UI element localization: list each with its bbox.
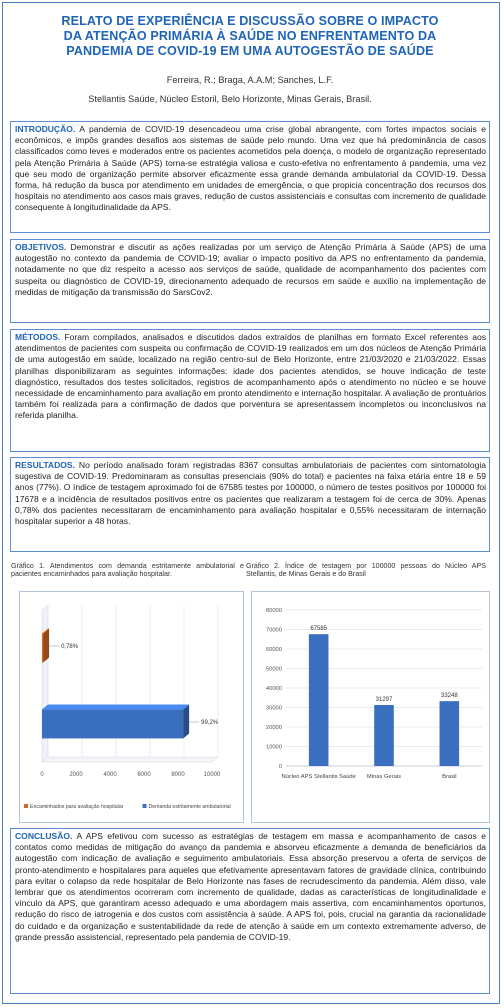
chart2-bar (440, 701, 460, 766)
chart1-x-tick-label: 4000 (103, 772, 117, 778)
introduction-text: A pandemia de COVID-19 desencadeou uma crise global abrangente, com fortes impactos sociais e econômicos, e impôs grandes desafios aos sistemas de saúde pelo mundo. Uma vez que há predominância de casos classificados como leves e moderados entre os pacientes acometidos pela doença, o modelo de organização representado pela Atenção Primária à Saúde (APS) torna-se estratégia valiosa e custo-efetiva no enfrentamento à pandemia, uma vez que seu modo de organização permite absorver eficazmente essa grande demanda ambulatorial da COVID-19. Dessa forma, há redução da busca por atendimento em unidades de emergência, o que propicia concentração dos recursos dos hospitais no atendimento aos casos mais graves, redução de custos assistenciais e consultas com incremento de qualidade consequente à longitudinalidade da APS. (15, 124, 486, 213)
conclusion-heading: CONCLUSÃO. (15, 831, 73, 841)
chart1-legend-label: Demanda estritamente ambulatorial (148, 804, 231, 810)
chart1-x-tick-label: 6000 (137, 772, 151, 778)
results-section (10, 457, 490, 552)
chart1-x-tick-label: 2000 (69, 772, 83, 778)
chart1-svg (20, 592, 243, 822)
chart2-y-tick-label: 80000 (265, 608, 282, 614)
chart1-data-label: 0,78% (61, 644, 79, 650)
charts-section (10, 558, 490, 823)
chart2-panel (251, 591, 490, 823)
chart1-panel (19, 591, 244, 823)
introduction-heading: INTRODUÇÃO. (15, 124, 76, 134)
chart2-y-tick-label: 70000 (265, 627, 282, 634)
methods-heading: MÉTODOS. (15, 332, 61, 342)
poster-title (10, 14, 490, 59)
chart1-bar (42, 710, 183, 739)
title-line: PANDEMIA DE COVID-19 EM UMA AUTOGESTÃO DE SAÚDE (66, 44, 434, 58)
methods-section (10, 329, 490, 452)
chart2-x-tick-label: Minas Gerais (366, 774, 402, 780)
chart2-y-tick-label: 60000 (265, 647, 282, 653)
chart1-side-wall (42, 605, 48, 762)
authors: Ferreira, R.; Braga, A.A.M; Sanches, L.F. (166, 75, 334, 85)
conclusion-text: A APS efetivou com sucesso as estratégias de testagem em massa e acompanhamento de casos e contatos como medidas de mitigação do avanço da pandemia e absorveu eficazmente a demanda de beneficiários da autogestão com indicação de avaliação e seguimento ambulatoriais. Essa absorção preservou a oferta de serviços de pronto-atendimento e hospitalares para aqueles que efetivamente apresentavam fatores de gravidade clínica, contribuindo para evitar o colapso da rede hospitalar de Belo Horizonte nas fases de recrudescimento da pandemia. Além disso, vale lembrar que os atendimentos ocorreram com incremento de qualidade, dadas as características de longitudinalidade e vínculo da APS, que garantiram acesso adequado e uma abordagem mais assertiva, com encaminhamentos oportunos, redução do risco de iatrogenia e dos custos com assistência à saúde. A APS foi, pois, crucial na garantia da racionalidade do cuidado e da organização e sustentabilidade da rede de atenção à saúde em um contexto extremamente adverso, de grande pressão assistencial, representado pela pandemia de COVID-19. (15, 831, 486, 942)
chart2-y-tick-label: 20000 (265, 725, 282, 731)
chart2-x-tick-label: Núcleo APS Stellantis Saúde (281, 774, 356, 780)
chart2-data-label: 31297 (375, 696, 393, 703)
chart1-x-tick-label: 0 (40, 772, 44, 778)
affiliation: Stellantis Saúde, Núcleo Estoril, Belo Horizonte, Minas Gerais, Brasil. (88, 94, 372, 104)
chart2-bar (309, 634, 329, 766)
chart1-bar-side (183, 705, 189, 739)
chart2-y-tick-label: 0 (278, 764, 282, 770)
chart1-floor (42, 757, 218, 762)
chart2-y-tick-label: 50000 (265, 666, 282, 673)
chart2-y-tick-label: 10000 (265, 744, 282, 751)
chart1-bar-top (42, 705, 189, 710)
chart1-data-label: 99,2% (201, 720, 219, 726)
chart1-bar (42, 634, 43, 663)
chart2-y-tick-label: 30000 (265, 705, 282, 712)
chart1-caption: Gráfico 1. Atendimentos com demanda estritamente ambulatorial e pacientes encaminhados para avaliação hospitalar. (11, 562, 244, 579)
results-heading: RESULTADOS. (15, 460, 75, 470)
title-line: RELATO DE EXPERIÊNCIA E DISCUSSÃO SOBRE O IMPACTO (61, 14, 439, 28)
chart2-bar (374, 705, 394, 766)
chart2-data-label: 33248 (440, 693, 458, 700)
title-line: DA ATENÇÃO PRIMÁRIA À SAÚDE NO ENFRENTAMENTO DA (63, 29, 437, 43)
chart1-x-tick-label: 10000 (203, 772, 221, 778)
objectives-text: Demonstrar e discutir as ações realizadas por um serviço de Atenção Primária à Saúde (APS) de uma autogestão no contexto da pandemia de COVID-19; avaliar o impacto positivo da APS no enfrentamento da pandemia, notadamente no que diz respeito a acesso aos serviços de saúde, qualidade de acompanhamento dos pacientes com suspeita ou diagnóstico de COVID-19, direcionamento adequado de recursos em saúde e auxílio na implementação de medidas de mitigação da transmissão do SarsCov2. (15, 242, 486, 297)
chart2-caption: Gráfico 2. Índice de testagem por 100000 pessoas do Núcleo APS Stellantis, de Minas Gerais e do Brasil (246, 562, 486, 579)
results-text: No período analisado foram registradas 8367 consultas ambulatoriais de pacientes com sintomatologia sugestiva de COVID-19. Predominaram as consultas presenciais (90% do total) e pacientes na faixa etária entre 18 e 59 anos (77%). O índice de testagem aproximado foi de 67585 testes por 100000, o número de testes positivos por 100000 foi 17678 e a incidência de resultados positivos entre os pacientes que realizaram a testagem foi de cerca de 30%. Apenas 0,78% dos pacientes necessitaram de encaminhamento para avaliação hospitalar e 0,55% necessitaram de internação hospitalar superior a 48 horas. (15, 460, 486, 527)
chart2-svg (252, 592, 489, 822)
chart2-x-tick-label: Brasil (442, 774, 457, 780)
chart1-bar-side (43, 629, 49, 663)
chart1-legend-swatch (143, 804, 147, 808)
chart1-legend-swatch (24, 804, 28, 808)
chart1-x-tick-label: 8000 (171, 772, 185, 778)
chart1-legend-label: Encaminhados para avaliação hospitalar (30, 804, 124, 810)
conclusion-section (10, 828, 490, 994)
methods-text: Foram compilados, analisados e discutidos dados extraídos de planilhas em formato Excel referentes aos atendimentos de pacientes com suspeita ou confirmação de COVID-19 realizados em um dos núcleos de Atenção Primária de uma autogestão em saúde, localizado na região centro-sul de Belo Horizonte, entre 21/03/2020 e 21/03/2022. Essas planilhas disponibilizaram as seguintes informações: idade dos pacientes atendidos, se houve indicação de teste diagnóstico, resultados dos testes solicitados, registros de acompanhamento após o atendimento no núcleo e se houve necessidade de encaminhamento para avaliação em pronto atendimento e internação hospitalar. A avaliação de prontuários também foi realizada para a confirmação de dados que porventura se apresentassem incompletos ou inconclusivos na referida planilha. (15, 332, 486, 421)
objectives-heading: OBJETIVOS. (15, 242, 67, 252)
chart2-data-label: 67585 (310, 626, 328, 633)
objectives-section (10, 239, 490, 323)
chart2-y-tick-label: 40000 (265, 686, 282, 692)
introduction-section (10, 121, 490, 233)
